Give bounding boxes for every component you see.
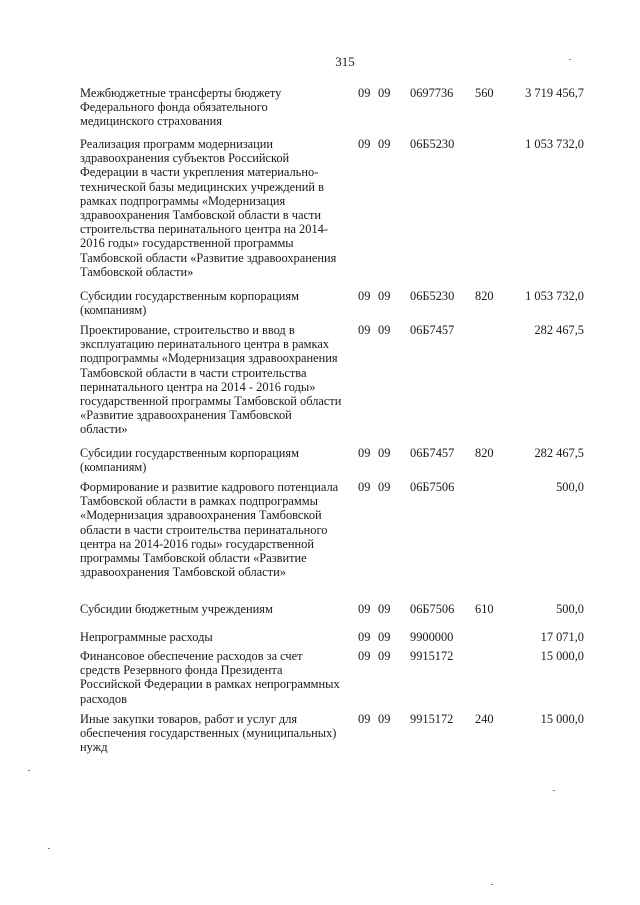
row-amount: 282 467,5 bbox=[534, 446, 584, 460]
row-amount: 500,0 bbox=[556, 602, 584, 616]
row-name: Реализация программ модернизации здравоохранения субъектов Российской Федерации в части укрепления материально-технической базы медицинских учреждений в рамках подпрограммы «Модернизация здравоохранения Тамбовской области в части строительства перинатального центра на 2014-2016 годы» государственной программы Тамбовской области «Развитие здравоохранения Тамбовской области» bbox=[80, 137, 337, 279]
row-name: Иные закупки товаров, работ и услуг для обеспечения государственных (муниципальных) нужд bbox=[80, 712, 337, 755]
row-expense-type: 560 bbox=[475, 86, 494, 100]
row-target-code: 9915172 bbox=[410, 649, 454, 663]
row-expense-type: 240 bbox=[475, 712, 494, 726]
row-amount: 15 000,0 bbox=[540, 712, 584, 726]
row-target-code: 9915172 bbox=[410, 712, 454, 726]
row-section: 09 bbox=[358, 480, 371, 494]
scan-speck bbox=[553, 790, 555, 791]
row-subsection: 09 bbox=[378, 649, 391, 663]
row-section: 09 bbox=[358, 323, 371, 337]
row-section: 09 bbox=[358, 712, 371, 726]
row-amount: 500,0 bbox=[556, 480, 584, 494]
row-subsection: 09 bbox=[378, 137, 391, 151]
row-target-code: 9900000 bbox=[410, 630, 454, 644]
row-amount: 15 000,0 bbox=[540, 649, 584, 663]
row-subsection: 09 bbox=[378, 323, 391, 337]
scan-speck bbox=[48, 848, 50, 849]
row-name: Финансовое обеспечение расходов за счет средств Резервного фонда Президента Российской Федерации в рамках непрограммных расходов bbox=[80, 649, 340, 706]
row-name: Проектирование, строительство и ввод в эксплуатацию перинатального центра в рамках подпрограммы «Модернизация здравоохранения Тамбовской области в части строительства перинатального центра на 2014 - 2016 годы» государственной программы Тамбовской области «Развитие здравоохранения Тамбовской области» bbox=[80, 323, 342, 437]
row-expense-type: 820 bbox=[475, 446, 494, 460]
row-subsection: 09 bbox=[378, 86, 391, 100]
scan-speck bbox=[28, 770, 30, 771]
row-section: 09 bbox=[358, 602, 371, 616]
row-amount: 282 467,5 bbox=[534, 323, 584, 337]
row-target-code: 06Б7457 bbox=[410, 323, 455, 337]
row-section: 09 bbox=[358, 86, 371, 100]
row-subsection: 09 bbox=[378, 446, 391, 460]
row-subsection: 09 bbox=[378, 630, 391, 644]
row-amount: 1 053 732,0 bbox=[525, 137, 584, 151]
row-subsection: 09 bbox=[378, 712, 391, 726]
row-subsection: 09 bbox=[378, 289, 391, 303]
row-amount: 3 719 456,7 bbox=[525, 86, 584, 100]
row-section: 09 bbox=[358, 137, 371, 151]
row-target-code: 0697736 bbox=[410, 86, 454, 100]
row-name: Субсидии бюджетным учреждениям bbox=[80, 602, 273, 616]
row-section: 09 bbox=[358, 289, 371, 303]
row-amount: 17 071,0 bbox=[540, 630, 584, 644]
row-section: 09 bbox=[358, 630, 371, 644]
row-name: Непрограммные расходы bbox=[80, 630, 213, 644]
row-subsection: 09 bbox=[378, 602, 391, 616]
row-name: Субсидии государственным корпорациям (компаниям) bbox=[80, 289, 299, 318]
scan-speck bbox=[491, 884, 493, 885]
row-target-code: 06Б5230 bbox=[410, 289, 455, 303]
row-amount: 1 053 732,0 bbox=[525, 289, 584, 303]
scan-speck bbox=[569, 59, 571, 60]
row-expense-type: 610 bbox=[475, 602, 494, 616]
page-number: 315 bbox=[335, 54, 355, 69]
row-section: 09 bbox=[358, 446, 371, 460]
row-target-code: 06Б7506 bbox=[410, 602, 455, 616]
row-expense-type: 820 bbox=[475, 289, 494, 303]
row-target-code: 06Б7457 bbox=[410, 446, 455, 460]
row-subsection: 09 bbox=[378, 480, 391, 494]
row-target-code: 06Б5230 bbox=[410, 137, 455, 151]
row-target-code: 06Б7506 bbox=[410, 480, 455, 494]
row-name: Субсидии государственным корпорациям (компаниям) bbox=[80, 446, 299, 475]
row-name: Формирование и развитие кадрового потенциала Тамбовской области в рамках подпрограммы «Модернизация здравоохранения Тамбовской области в части строительства перинатального центра на 2014-2016 годы» государственной программы Тамбовской области «Развитие здравоохранения Тамбовской области» bbox=[80, 480, 339, 580]
row-section: 09 bbox=[358, 649, 371, 663]
row-name: Межбюджетные трансферты бюджету Федерального фонда обязательного медицинского страхования bbox=[80, 86, 282, 129]
